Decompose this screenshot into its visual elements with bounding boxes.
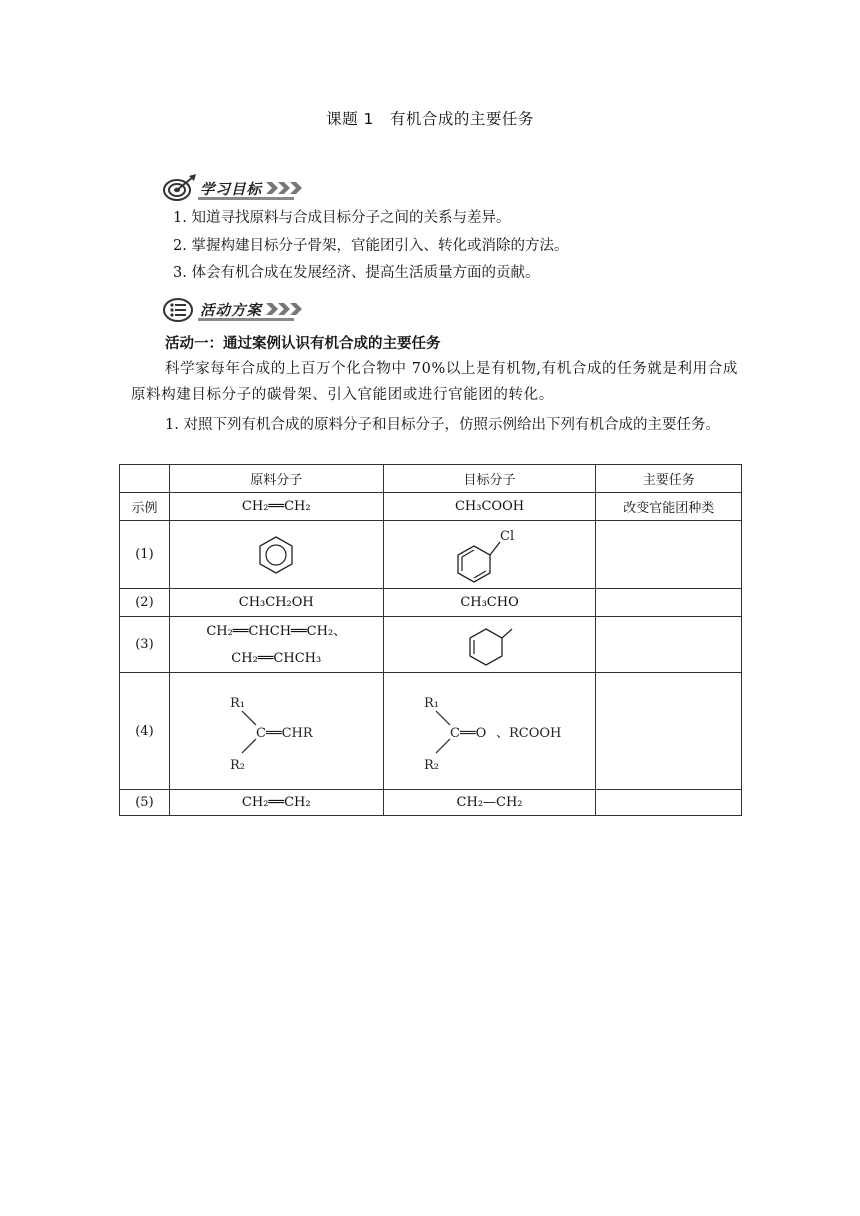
target-molecule: CH₃CHO [383,589,596,617]
section-goals-label: 学习目标 [200,181,262,198]
table-row [120,673,742,790]
table-row [120,617,742,673]
task-cell [596,673,742,790]
target-molecule [383,521,596,589]
r2-label: R₂ [423,758,439,773]
target-molecule: CH₂—CH₂ [383,790,596,816]
raw-molecule: CH₂══CH₂ [169,790,383,816]
header-cell: 原料分子 [169,465,383,493]
row-label: 示例 [120,493,170,521]
question-text: 1. 对照下列有机合成的原料分子和目标分子，仿照示例给出下列有机合成的主要任务。 [165,417,720,433]
r1-label: R₁ [423,696,439,711]
task-cell [596,790,742,816]
chevrons-icon [266,301,304,317]
row-label: (1) [120,521,170,589]
row-label: (2) [120,589,170,617]
ketone-extra-label: 、RCOOH [495,726,561,741]
row-label: (4) [120,673,170,790]
target-molecule [383,673,596,790]
raw-molecule: CH₃CH₂OH [169,589,383,617]
intro-text: 科学家每年合成的上百万个化合物中 70%以上是有机物,有机合成的任务就是利用合成原料构建目标分子的碳骨架、引入官能团或进行官能团的转化。 [131,361,738,403]
raw-molecule [169,617,383,673]
task-cell [596,617,742,673]
row-label: (3) [120,617,170,673]
task-cell: 改变官能团种类 [596,493,742,521]
table-row [120,790,742,816]
raw-molecule [169,673,383,790]
banner-underline [198,197,294,200]
header-cell: 主要任务 [596,465,742,493]
tasks-table [119,464,742,816]
header-cell [120,465,170,493]
chlorobenzene-structure [450,524,530,586]
alkene-structure [216,689,336,773]
header-cell: 目标分子 [383,465,596,493]
list-icon [160,294,198,324]
section-activity-label: 活动方案 [200,302,262,319]
raw-molecule-line: CH₂══CHCH══CH₂、 [206,623,347,639]
task-cell [596,589,742,617]
target-icon [160,173,198,203]
raw-molecule [169,521,383,589]
banner-underline [198,318,294,321]
alkene-right-label: C══CHR [256,726,313,741]
ketone-structure [410,689,570,773]
section-banner-goals [160,172,304,204]
ketone-right-label: C══O [449,726,486,741]
intro-paragraph [131,356,741,408]
table-row [120,493,742,521]
target-molecule [383,617,596,673]
page-title: 课题 1 有机合成的主要任务 [326,110,534,128]
table-row [120,521,742,589]
methylcyclohexene-structure [458,619,522,671]
chlorine-label: Cl [499,528,514,544]
activity-heading: 活动一：通过案例认识有机合成的主要任务 [165,336,441,352]
r1-label: R₁ [230,696,246,711]
goals-list [173,205,568,288]
goal-item: 1. 知道寻找原料与合成目标分子之间的关系与差异。 [173,210,511,226]
chevrons-icon [266,180,304,196]
row-label: (5) [120,790,170,816]
goal-item: 2. 掌握构建目标分子骨架，官能团引入、转化或消除的方法。 [173,237,569,254]
section-banner-activity [160,293,304,325]
task-cell [596,521,742,589]
goal-item: 3. 体会有机合成在发展经济、提高生活质量方面的贡献。 [173,265,540,281]
r2-label: R₂ [230,758,246,773]
table-header-row [120,465,742,493]
benzene-structure [256,533,296,577]
table-row [120,589,742,617]
raw-molecule: CH₂══CH₂ [169,493,383,521]
question-paragraph [131,412,741,438]
raw-molecule-line: CH₂══CHCH₃ [231,650,322,666]
target-molecule: CH₃COOH [383,493,596,521]
